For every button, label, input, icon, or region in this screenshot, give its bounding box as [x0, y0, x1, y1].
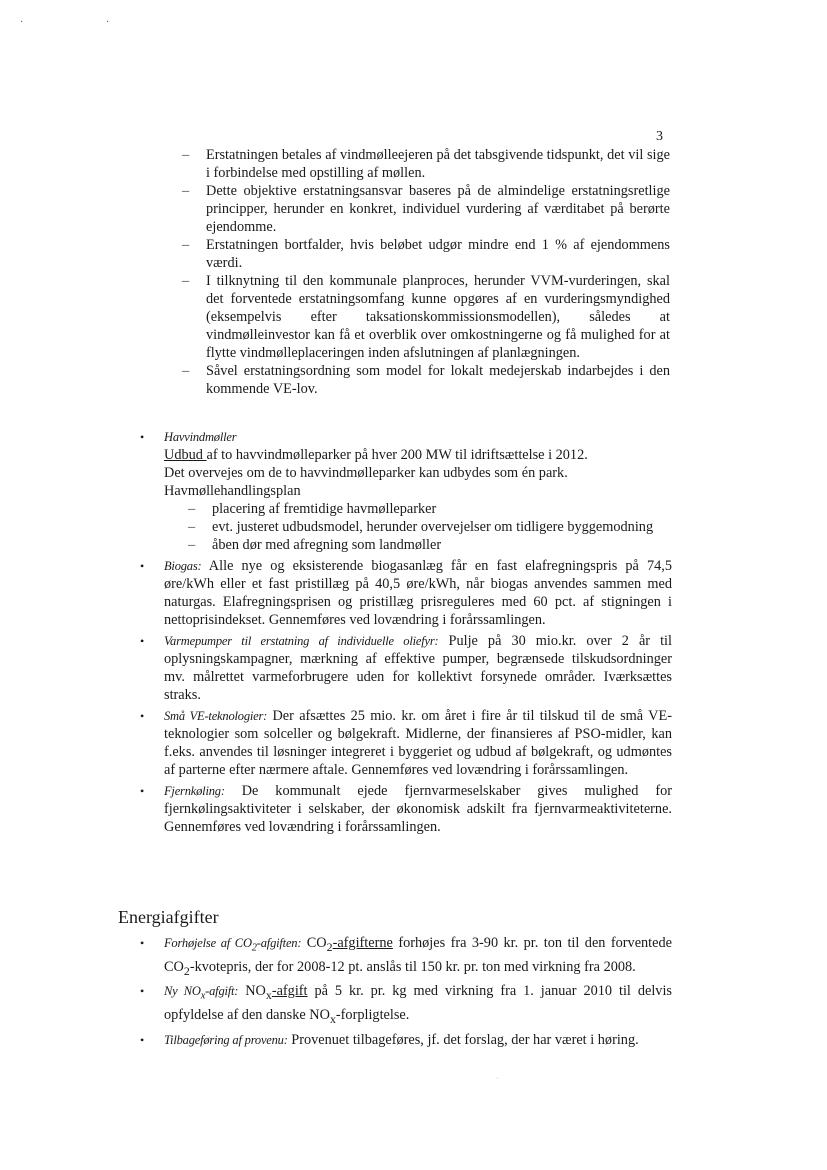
term-label: Forhøjelse af $CO_2$-afgiften:	[164, 936, 302, 954]
havmolle-handlingsplan: Havmøllehandlingsplan	[164, 483, 301, 499]
sub-dash-item: – placering af fremtidige havmølleparker	[188, 501, 437, 517]
scan-dot: ·	[496, 1076, 498, 1082]
compensation-dash-list	[182, 146, 670, 398]
bullet-havvind: • Havvindmøller Udbud af to havvindmølleparker på hver 200 MW til idriftsættelse i 2012. Det overvejes om de to havvindmølleparker kan udbydes som én park. Havmøllehandlingsplan – placering af fremtidige havmølleparker – evt. justeret udbudsmodel, herunder overvejelser om tidligere byggemodning – åben dør med afregning som landmøller	[140, 428, 672, 554]
term-label: Små VE-teknologier:	[164, 709, 268, 723]
bullet-marker: •	[140, 1032, 145, 1047]
bullet-varmepumper: • Varmepumper til erstatning af individuelle oliefyr: Pulje på 30 mio.kr. over 2 år til oplysningskampagner, mærkning af effektive pumper, begrænsede tilskudsordninger mv. målrettet varmeforbrugere uden for kollektivt forsynede områder. Iværksættes straks.	[140, 633, 672, 703]
dash-item: – Såvel erstatningsordning som model for lokalt medejerskab indarbejdes i den kommende VE-lov.	[182, 363, 670, 397]
bullet-marker: •	[140, 784, 145, 798]
term-label: Biogas:	[164, 559, 202, 573]
term-label: Varmepumper til erstatning af individuelle oliefyr:	[164, 634, 439, 648]
bullet-marker: •	[140, 984, 145, 999]
bullet-biogas: • Biogas: Alle nye og eksisterende biogasanlæg får en fast elafregningspris på 74,5 øre/kWh eller et fast pristillæg på 40,5 øre/kWh, når biogas anvendes sammen med naturgas. Elafregningsprisen og pristillæg prisreguleres med 60 pct. af stigningen i nettoprisindekset. Gennemføres ved lovændring i forårssamlingen.	[140, 558, 672, 628]
energy-tax-bullet-list	[140, 934, 672, 1052]
sub-dash-item: – åben dør med afregning som landmøller	[188, 537, 442, 553]
dash-item: – Erstatningen bortfalder, hvis beløbet udgør mindre end 1 % af ejendommens værdi.	[182, 237, 670, 271]
section-heading: Energiafgifter	[118, 907, 219, 927]
dash-marker: –	[182, 183, 190, 199]
dash-marker: –	[182, 273, 190, 289]
dash-item: – Dette objektive erstatningsansvar baseres på de almindelige erstatningsretlige principper, herunder en konkret, individuel vurdering af værditabet på berørte ejendomme.	[182, 183, 670, 235]
havvind-title: Havvindmøller	[164, 430, 237, 444]
bullet-co2: • Forhøjelse af $CO_2$-afgiften: $CO_2$-afgifterne forhøjes fra 3-90 kr. pr. ton til den forventede $CO_2$-kvotepris, der for 2008-12 pt. anslås til 150 kr. pr. ton med virkning fra 2008.	[140, 935, 672, 978]
dash-item: – Erstatningen betales af vindmølleejeren på det tabsgivende tidspunkt, det vil sige i forbindelse med opstilling af møllen.	[182, 147, 670, 181]
bullet-marker: •	[140, 559, 145, 573]
dash-marker: –	[182, 147, 190, 163]
udbud-link: Udbud	[164, 447, 207, 463]
havvind-sub-list	[164, 500, 672, 554]
page-number: 3	[656, 129, 663, 144]
bullet-marker: •	[140, 936, 145, 950]
bullet-fjernkoling: • Fjernkøling: De kommunalt ejede fjernvarmeselskaber gives mulighed for fjernkølingsaktiviteter i selskaber, der økonomisk adskilt fra fjernvarmeaktiviteterne. Gennemføres ved lovændring i forårssamlingen.	[140, 783, 672, 835]
term-label: Tilbageføring af provenu:	[164, 1032, 288, 1047]
dash-marker: –	[182, 363, 190, 379]
sub-dash-item: – evt. justeret udbudsmodel, herunder overvejelser om tidligere byggemodning	[188, 519, 654, 535]
bullet-nox: • Ny $NO_x$-afgift: $NO_x$-afgift på 5 kr. pr. kg med virkning fra 1. januar 2010 til delvis opfyldelse af den danske $NO_x$-forpligtelse.	[140, 983, 672, 1026]
term-label: Fjernkøling:	[164, 784, 225, 798]
renewables-bullet-list	[140, 428, 672, 839]
dash-marker: –	[182, 237, 190, 253]
bullet-marker: •	[140, 430, 145, 444]
nox-afgift-link: -afgift	[271, 983, 308, 1000]
co2-afgift-link: -afgifterne	[332, 935, 393, 951]
scan-specks: · ·	[20, 17, 150, 28]
bullet-tilbageforing: • Tilbageføring af provenu: Provenuet tilbageføres, jf. det forslag, der har været i høring.	[140, 1031, 639, 1048]
bullet-marker: •	[140, 709, 145, 723]
bullet-marker: •	[140, 634, 145, 648]
term-label: Ny $NO_x$-afgift:	[164, 984, 239, 1002]
dash-item: – I tilknytning til den kommunale planproces, herunder VVM-vurderingen, skal det forventede erstatningsomfang kunne opgøres af en vurderingsmyndighed (eksempelvis efter taksationskommissionsmodellen), således at vindmølleinvestor kan få et overblik over omkostningerne og få mulighed for at flytte vindmølleplaceringen inden afslutningen af planlægningen.	[182, 273, 670, 361]
bullet-smaa-ve: • Små VE-teknologier: Der afsættes 25 mio. kr. om året i fire år til tilskud til de små VE-teknologier som solceller og bølgekraft. Midlerne, der finansieres af PSO-midler, kan f.eks. anvendes til løsninger integreret i byggeriet og udbud af bølgekraft, og udmøntes af parterne efter nærmere aftale. Gennemføres ved lovændring i forårssamlingen.	[140, 708, 672, 778]
